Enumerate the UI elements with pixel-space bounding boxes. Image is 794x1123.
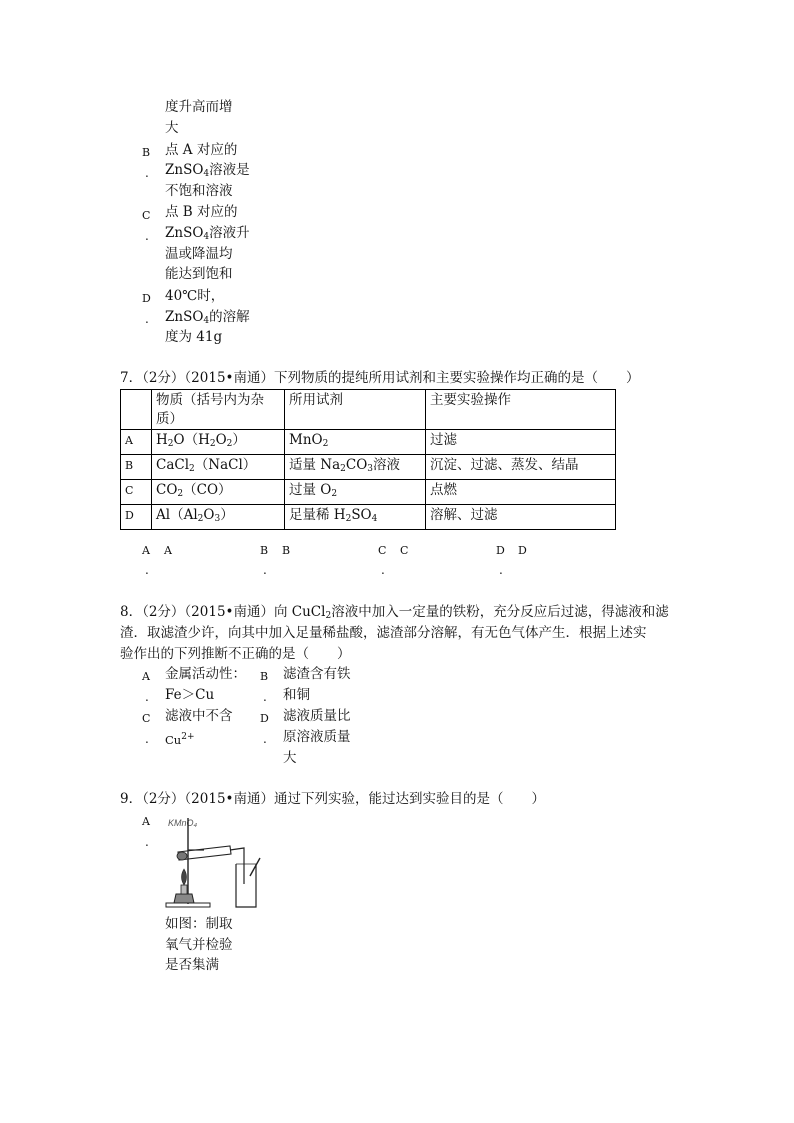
- reagent-cell: MnO$_2$: [285, 430, 426, 455]
- option-letter: C: [142, 712, 151, 725]
- option-text-line: 能达到饱和: [165, 266, 233, 282]
- oxygen-apparatus-figure: [160, 812, 264, 912]
- option-dot: .: [145, 835, 149, 849]
- table-row: [121, 430, 616, 455]
- substance-cell: $H_2O(H_2O_2)$: [152, 430, 285, 455]
- operation-cell: 点燃: [426, 480, 616, 505]
- option-text-line: 度为 41g: [165, 329, 223, 345]
- subscript: 4: [203, 232, 210, 242]
- option-letter: A: [142, 815, 150, 828]
- row-letter: C: [121, 480, 152, 505]
- option-letter: B: [260, 670, 269, 683]
- q8-stem-line: 渣．取滤渣少许，向其中加入足量稀盐酸，滤渣部分溶解，有无色气体产生．根据上述实: [120, 625, 647, 641]
- option-dot: .: [499, 563, 503, 577]
- option-text-line: 滤液质量比: [283, 708, 351, 724]
- option-text-line: 滤液中不含: [165, 708, 233, 724]
- option-dot: .: [263, 563, 267, 577]
- option-text: 的溶解: [209, 309, 250, 325]
- option-text: D: [518, 544, 527, 557]
- option-text-line: 原溶液质量: [283, 729, 351, 745]
- subscript: 4: [203, 316, 210, 326]
- option-text: A: [164, 544, 172, 557]
- header-cell: 物质（括号内为杂质）: [152, 390, 285, 430]
- option-dot: .: [381, 563, 385, 577]
- option-text: B: [282, 544, 291, 557]
- option-dot: .: [145, 312, 149, 326]
- option-letter: D: [142, 292, 151, 305]
- option-dot: .: [145, 690, 149, 704]
- q6-opt-a-line: 度升高而增: [165, 99, 233, 115]
- option-text-line: 点 A 对应的: [165, 142, 238, 158]
- option-text-line: $Cu^{2+}$: [165, 732, 195, 747]
- option-text-line: 滤渣含有铁: [283, 666, 351, 682]
- option-text-line: 氧气并检验: [165, 937, 233, 953]
- option-letter: D: [260, 712, 269, 725]
- q8-stem-line: 验作出的下列推断不正确的是（ ）: [120, 646, 351, 662]
- header-cell: 主要实验操作: [426, 390, 616, 430]
- formula-text: ZnSO: [165, 225, 204, 241]
- formula-text: ZnSO: [165, 162, 204, 178]
- option-letter: C: [142, 209, 151, 222]
- option-text-line: 金属活动性：: [165, 666, 246, 682]
- option-text-line: 如图：制取: [165, 916, 233, 932]
- option-dot: .: [145, 166, 149, 180]
- header-cell: 所用试剂: [285, 390, 426, 430]
- substance-cell: $CO_2(CO)$: [152, 480, 285, 505]
- option-letter: A: [142, 670, 150, 683]
- table-row: [121, 480, 616, 505]
- option-letter: B: [142, 146, 151, 159]
- option-letter: B: [260, 544, 269, 557]
- option-dot: .: [145, 563, 149, 577]
- option-text-line: 不饱和溶液: [165, 183, 233, 199]
- option-text-line: 大: [283, 750, 297, 766]
- row-letter: A: [121, 430, 152, 455]
- operation-cell: 沉淀、过滤、蒸发、结晶: [426, 455, 616, 480]
- reagent-cell: 足量稀 $H_2SO_4$: [285, 505, 426, 530]
- formula-text: ZnSO: [165, 309, 204, 325]
- operation-cell: 溶解、过滤: [426, 505, 616, 530]
- q9-stem: 9．（2分）（2015•南通）通过下列实验，能过达到实验目的是（ ）: [120, 791, 545, 807]
- option-text-line: 和铜: [283, 687, 310, 703]
- option-dot: .: [263, 732, 267, 746]
- question-text: 7．（2分）（2015•南通）下列物质的提纯所用试剂和主要实验操作均正确的是（: [120, 370, 598, 386]
- table-row: [121, 455, 616, 480]
- table-row: [121, 505, 616, 530]
- operation-cell: 过滤: [426, 430, 616, 455]
- q6-opt-a-line: 大: [165, 120, 179, 136]
- option-text-line: Fe＞Cu: [165, 687, 215, 703]
- option-letter: A: [142, 544, 150, 557]
- option-text: 溶液是: [209, 162, 250, 178]
- substance-cell: $Al(Al_2O_3)$: [152, 505, 285, 530]
- option-letter: D: [496, 544, 505, 557]
- header-cell: [121, 390, 152, 430]
- option-letter: C: [378, 544, 387, 557]
- option-text-line: 点 B 对应的: [165, 204, 238, 220]
- option-text-line: 是否集满: [165, 957, 219, 973]
- subscript: 4: [203, 169, 210, 179]
- option-dot: .: [263, 690, 267, 704]
- q7-stem: [120, 368, 640, 389]
- reagent-cell: 过量 $O_2$: [285, 480, 426, 505]
- table-header-row: [121, 390, 616, 430]
- row-letter: D: [121, 505, 152, 530]
- q7-table: [120, 389, 616, 530]
- row-letter: B: [121, 455, 152, 480]
- option-text-line: 40℃时，: [165, 288, 225, 304]
- question-text-end: ）: [626, 370, 640, 386]
- option-text: 溶液升: [209, 225, 250, 241]
- q8-stem-line: 8．（2分）（2015•南通）向 CuCl$_2$溶液中加入一定量的铁粉，充分反应后过滤，得滤液和滤: [120, 604, 669, 621]
- option-text-line: 温或降温均: [165, 246, 233, 262]
- kmno4-label: KMnO₄: [168, 818, 198, 828]
- substance-cell: CaCl$_2$（NaCl）: [152, 455, 285, 480]
- option-dot: .: [145, 229, 149, 243]
- option-dot: .: [145, 732, 149, 746]
- reagent-cell: 适量 $Na_2CO_3$溶液: [285, 455, 426, 480]
- option-text: C: [400, 544, 409, 557]
